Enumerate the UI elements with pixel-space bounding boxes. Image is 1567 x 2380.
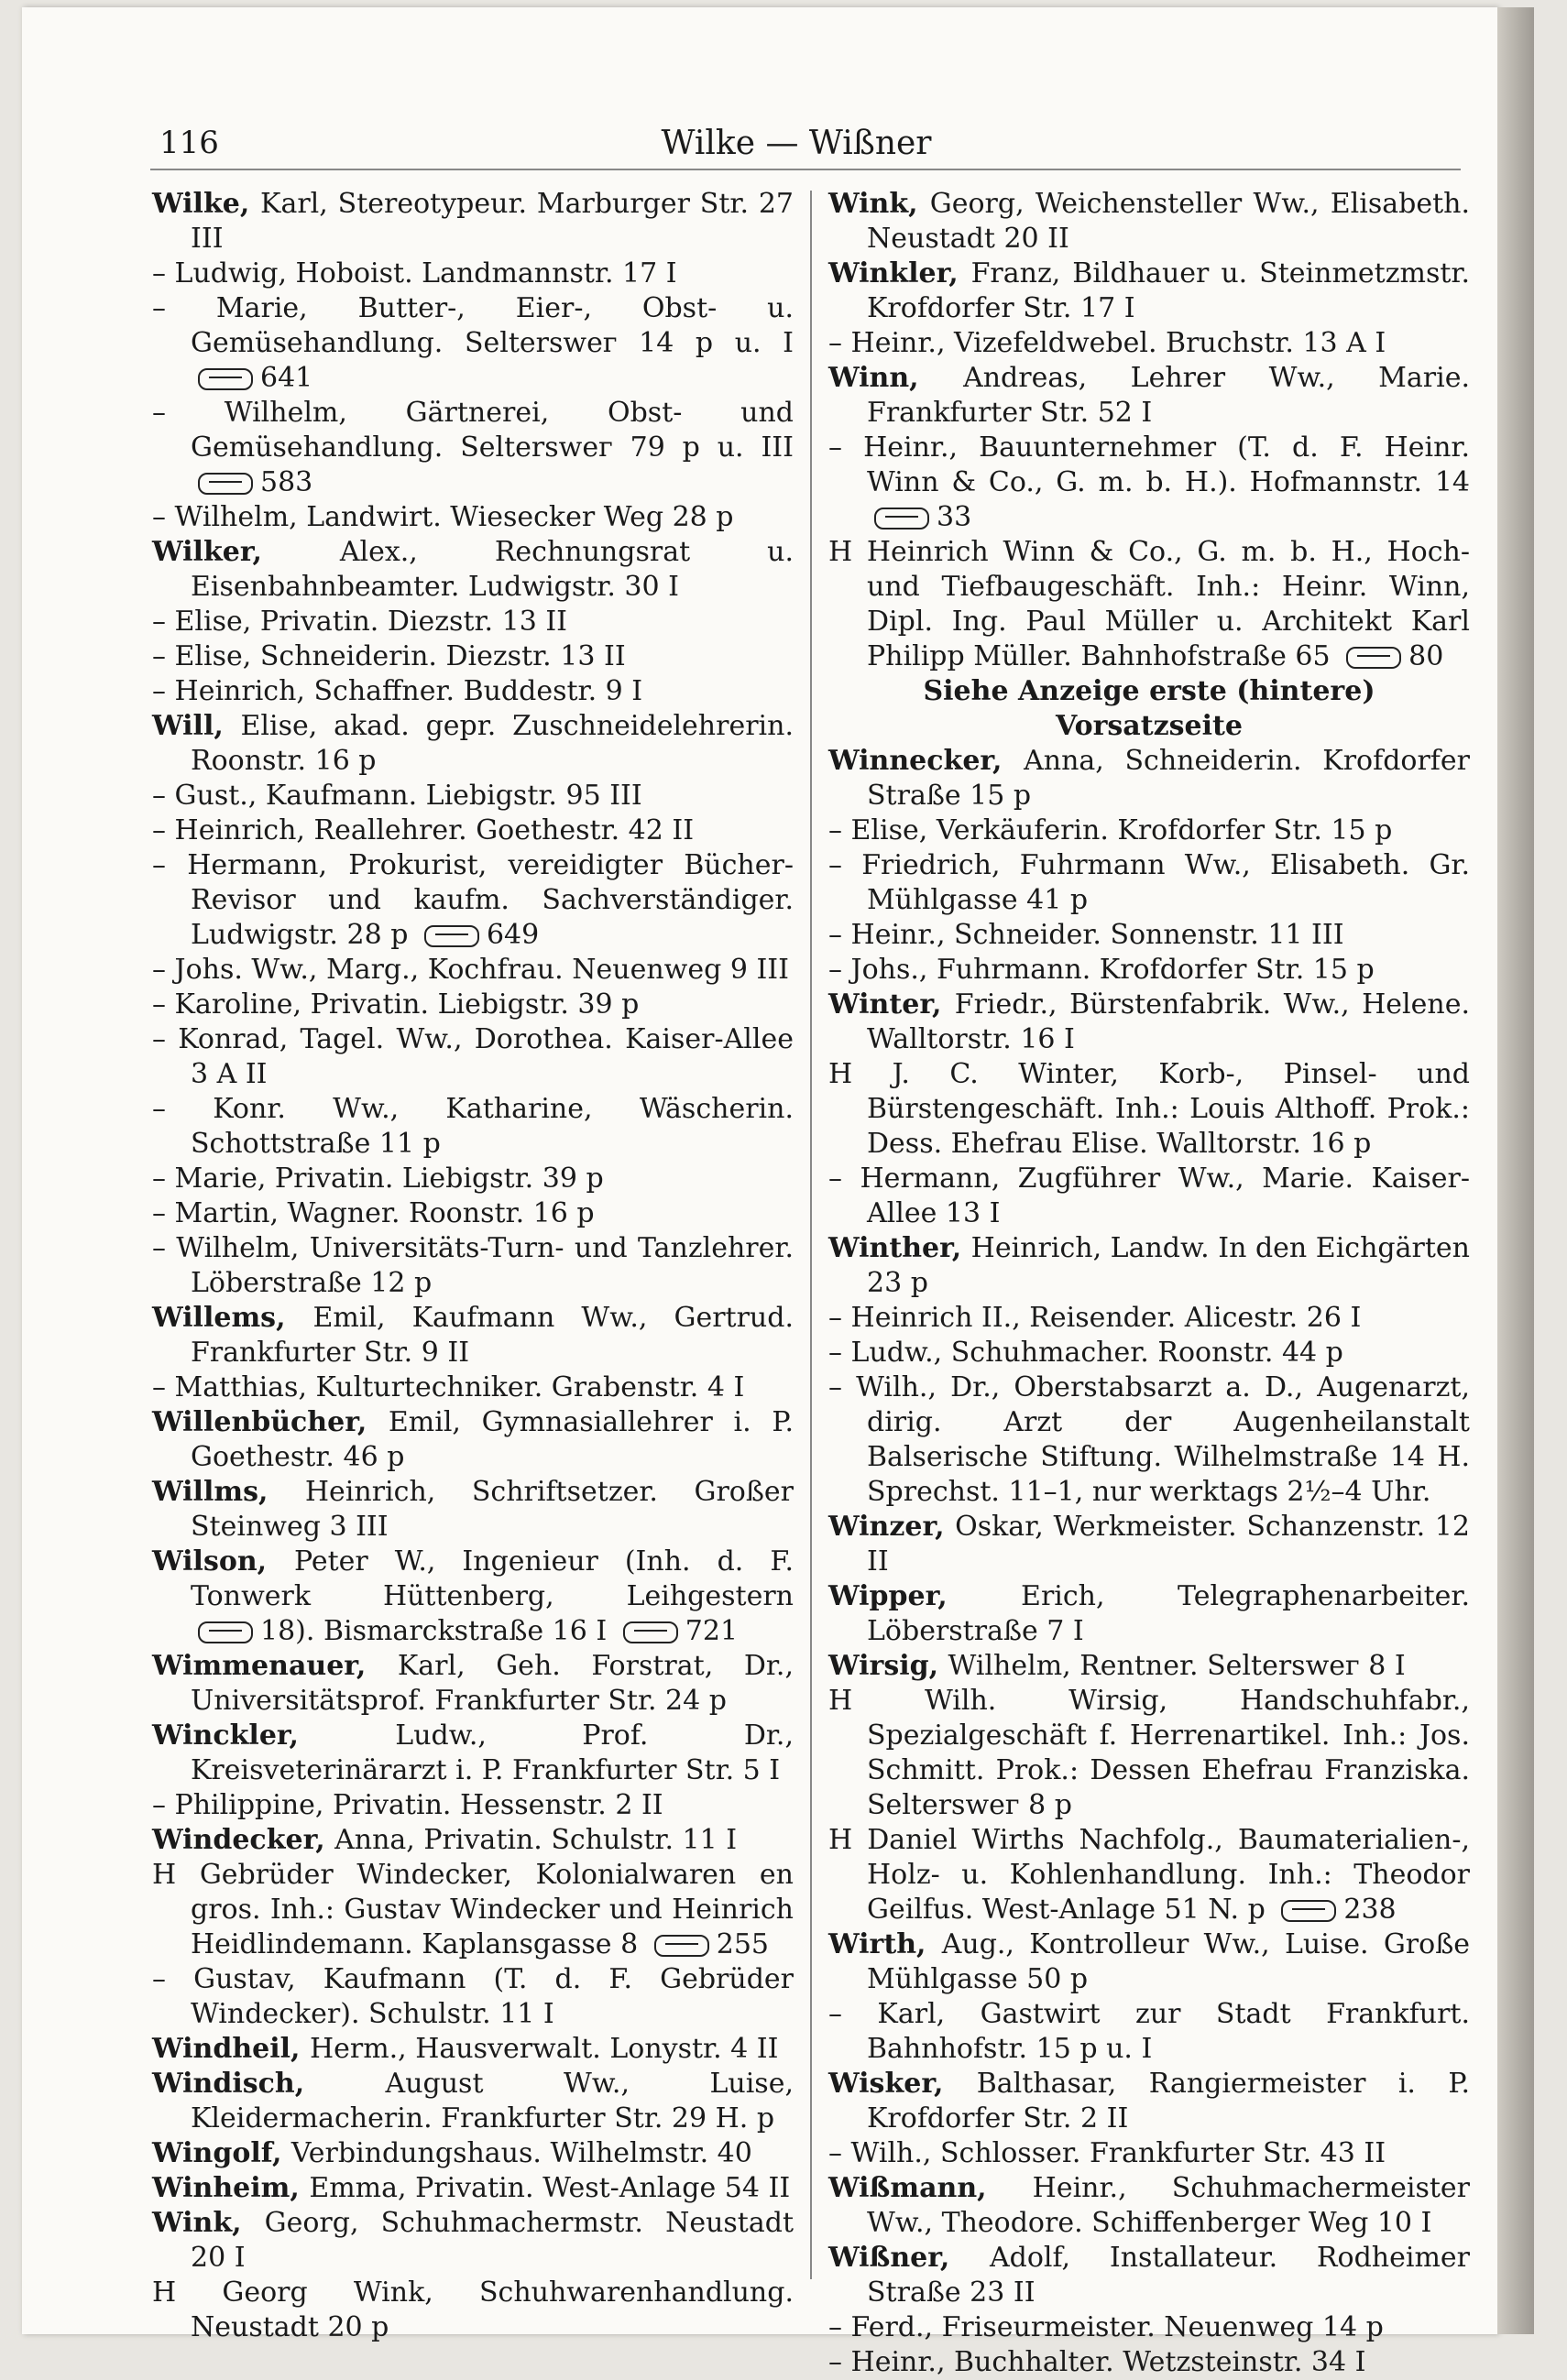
entry-surname: Wißmann,	[828, 2172, 1033, 2204]
phone-number-text: 33	[937, 501, 972, 533]
entry-text: – Heinrich II., Reisender. Alicestr. 26 I	[828, 1302, 1362, 1334]
phone-number	[647, 1928, 769, 1960]
entry-surname: Winnecker,	[828, 745, 1025, 777]
phone-number	[191, 362, 312, 394]
entry-text: H Daniel Wirths Nachfolg., Baumaterialien-, Holz- u. Kohlenhandlung. Inh.: Theodor Geilfus. West-Anlage 51 N. p	[828, 1824, 1470, 1926]
entry-text: – Heinrich, Schaffner. Buddestr. 9 I	[152, 675, 643, 707]
entry-text: H Georg Wink, Schuhwarenhandlung. Neustadt 20 p	[152, 2276, 794, 2343]
entry-surname: Wingolf,	[152, 2137, 291, 2169]
directory-entry	[828, 257, 1470, 326]
directory-entry	[152, 1022, 794, 1092]
telephone-icon	[874, 508, 929, 529]
page-header	[132, 125, 1461, 174]
directory-entry	[152, 953, 794, 988]
directory-entry	[828, 326, 1470, 361]
entry-text: – Wilhelm, Gärtnerei, Obst- und Gemüsehandlung. Selterswег 79 p u. III	[152, 397, 794, 464]
entry-surname: Wisker,	[828, 2068, 977, 2100]
column-divider	[810, 191, 812, 2279]
entry-text: – Johs., Fuhrmann. Krofdorfer Str. 15 p	[828, 954, 1375, 986]
directory-entry	[152, 1301, 794, 1370]
entry-surname: Windheil,	[152, 2033, 310, 2065]
directory-entry	[152, 2276, 794, 2345]
directory-entry	[152, 500, 794, 535]
directory-entry	[828, 535, 1470, 674]
left-column	[152, 187, 794, 2343]
directory-entry	[152, 1475, 794, 1545]
entry-text: Alex., Rechnungsrat u. Eisenbahnbeamter. Ludwigstr. 30 I	[191, 536, 794, 603]
entry-text: Andreas, Lehrer Ww., Marie. Frankfurter Str. 52 I	[867, 362, 1471, 429]
entry-surname: Wink,	[828, 188, 930, 220]
phone-number-text: 649	[486, 919, 540, 951]
entry-text: – Ferd., Friseurmeister. Neuenweg 14 p	[828, 2311, 1384, 2343]
directory-entry	[152, 1649, 794, 1719]
entry-surname: Wißner,	[828, 2242, 990, 2274]
entry-surname: Willems,	[152, 1302, 313, 1334]
directory-entry	[828, 1301, 1470, 1336]
directory-entry	[828, 2345, 1470, 2380]
phone-number	[867, 501, 971, 533]
entry-text: – Elise, Verkäuferin. Krofdorfer Str. 15 p	[828, 814, 1393, 846]
phone-number	[417, 919, 539, 951]
phone-number-text: 18). Bismarckstraße 16 I	[260, 1615, 608, 1647]
directory-entry	[828, 2310, 1470, 2345]
entry-text: – Elise, Schneiderin. Diezstr. 13 II	[152, 640, 626, 672]
entry-text: – Johs. Ww., Marg., Kochfrau. Neuenweg 9 III	[152, 954, 789, 986]
directory-entry	[828, 1231, 1470, 1301]
directory-entry	[152, 1231, 794, 1301]
entry-surname: Winckler,	[152, 1719, 396, 1752]
directory-entry	[152, 813, 794, 848]
telephone-icon	[654, 1935, 709, 1957]
directory-entry	[828, 1057, 1470, 1162]
entry-text: – Karl, Gastwirt zur Stadt Frankfurt. Bahnhofstr. 15 p u. I	[828, 1998, 1470, 2065]
entry-text: Karl, Stereotypeur. Marburger Str. 27 III	[191, 188, 794, 255]
phone-number-text: 721	[685, 1615, 739, 1647]
directory-entry	[152, 1719, 794, 1788]
entry-text: Oskar, Werkmeister. Schanzenstr. 12 II	[867, 1511, 1470, 1578]
entry-surname: Wilke,	[152, 188, 261, 220]
directory-entry	[152, 187, 794, 257]
directory-entry	[152, 674, 794, 709]
entry-text: Wilhelm, Rentner. Selterswег 8 I	[948, 1650, 1406, 1682]
entry-text: Anna, Privatin. Schulstr. 11 I	[334, 1824, 738, 1856]
directory-entry	[828, 1927, 1470, 1997]
phone-number	[616, 1615, 738, 1647]
entry-text: Heinr., Schuhmachermeister Ww., Theodore. Schiffenberger Weg 10 I	[867, 2172, 1470, 2239]
phone-number	[191, 466, 312, 498]
directory-entry	[152, 639, 794, 674]
directory-entry	[152, 709, 794, 779]
entry-text: – Heinr., Vizefeldwebel. Bruchstr. 13 A I	[828, 327, 1386, 359]
telephone-icon	[198, 368, 253, 390]
directory-entry	[828, 953, 1470, 988]
entry-text: – Ludw., Schuhmacher. Roonstr. 44 p	[828, 1337, 1343, 1369]
entry-text: Adolf, Installateur. Rodheimer Straße 23 II	[867, 2242, 1470, 2309]
entry-text: H Wilh. Wirsig, Handschuhfabr., Spezialgeschäft f. Herrenartikel. Inh.: Jos. Schmitt. Prok.: Dessen Ehefrau Franziska. Selterswег 8 p	[828, 1685, 1470, 1821]
entry-text: Anna, Schneiderin. Krofdorfer Straße 15 p	[867, 745, 1471, 812]
entry-text: – Marie, Privatin. Liebigstr. 39 p	[152, 1163, 604, 1195]
phone-number	[1339, 640, 1443, 672]
directory-entry	[828, 848, 1470, 918]
page-number: 116	[159, 125, 219, 161]
directory-entry	[828, 1579, 1470, 1649]
directory-entry	[828, 361, 1470, 431]
entry-text: – Karoline, Privatin. Liebigstr. 39 p	[152, 988, 640, 1021]
right-column	[828, 187, 1471, 2378]
page-edge	[1497, 7, 1534, 2334]
entry-text: Heinrich, Landw. In den Eichgärten 23 p	[867, 1232, 1470, 1299]
entry-surname: Winkler,	[828, 257, 971, 289]
entry-text: – Heinr., Schneider. Sonnenstr. 11 III	[828, 919, 1344, 951]
directory-entry	[152, 848, 794, 953]
entry-surname: Winther,	[828, 1232, 971, 1264]
directory-entry	[828, 187, 1470, 257]
directory-entry	[152, 1823, 794, 1858]
entry-surname: Winzer,	[828, 1511, 956, 1543]
entry-text: Herm., Hausverwalt. Lonystr. 4 II	[309, 2033, 779, 2065]
directory-entry	[152, 779, 794, 813]
directory-entry	[152, 1162, 794, 1196]
directory-entry	[828, 988, 1470, 1057]
entry-text: – Gustav, Kaufmann (T. d. F. Gebrüder Windecker). Schulstr. 11 I	[152, 1963, 794, 2030]
directory-entry	[152, 1545, 794, 1649]
directory-entry	[152, 2171, 794, 2206]
directory-entry	[152, 2032, 794, 2067]
entry-text: Emma, Privatin. West-Anlage 54 II	[309, 2172, 791, 2204]
entry-text: Franz, Bildhauer u. Steinmetzmstr. Krofdorfer Str. 17 I	[867, 257, 1470, 324]
entry-text: Siehe Anzeige erste (hintere) Vorsatzseite	[923, 675, 1375, 742]
entry-surname: Wink,	[152, 2207, 265, 2239]
entry-text: – Wilh., Dr., Oberstabsarzt a. D., Augenarzt, dirig. Arzt der Augenheilanstalt Balserische Stiftung. Wilhelmstraße 14 H. Sprechst. 11–1, nur werktags 2½–4 Uhr.	[828, 1371, 1470, 1508]
entry-text: Friedr., Bürstenfabrik. Ww., Helene. Walltorstr. 16 I	[867, 988, 1470, 1055]
directory-entry	[152, 1962, 794, 2032]
directory-entry	[152, 1370, 794, 1405]
entry-text: – Heinrich, Reallehrer. Goethestr. 42 II	[152, 814, 695, 846]
telephone-icon	[623, 1621, 678, 1643]
entry-surname: Winter,	[828, 988, 955, 1021]
entry-text: – Elise, Privatin. Diezstr. 13 II	[152, 606, 568, 638]
entry-text: – Konr. Ww., Katharine, Wäscherin. Schottstraße 11 p	[152, 1093, 794, 1160]
directory-entry	[828, 2241, 1470, 2310]
directory-entry	[152, 988, 794, 1022]
phone-number	[1274, 1894, 1396, 1926]
phone-number-text: 80	[1408, 640, 1444, 672]
telephone-icon	[198, 473, 253, 495]
directory-entry	[828, 2136, 1470, 2171]
directory-entry	[828, 813, 1470, 848]
telephone-icon	[424, 925, 479, 947]
entry-text: Elise, akad. gepr. Zuschneidelehrerin. Roonstr. 16 p	[191, 710, 794, 777]
entry-surname: Willms,	[152, 1476, 305, 1508]
entry-text: H J. C. Winter, Korb-, Pinsel- und Bürstengeschäft. Inh.: Louis Althoff. Prok.: Dess. Ehefrau Elise. Walltorstr. 16 p	[828, 1058, 1470, 1160]
entry-text: – Matthias, Kulturtechniker. Grabenstr. 4 I	[152, 1371, 745, 1403]
directory-entry	[828, 1997, 1470, 2067]
entry-text: – Martin, Wagner. Roonstr. 16 p	[152, 1197, 595, 1229]
telephone-icon	[1346, 647, 1401, 669]
directory-entry	[152, 1196, 794, 1231]
phone-number-text: 583	[260, 466, 313, 498]
entry-text: – Konrad, Tagel. Ww., Dorothea. Kaiser-Allee 3 A II	[152, 1023, 794, 1090]
entry-text: Heinrich, Schriftsetzer. Großer Steinweg 3 III	[191, 1476, 794, 1543]
entry-surname: Wilker,	[152, 536, 340, 568]
phone-number-text: 238	[1343, 1894, 1397, 1926]
phone-number-text: 641	[260, 362, 313, 394]
entry-text: – Ludwig, Hoboist. Landmannstr. 17 I	[152, 257, 677, 289]
directory-entry	[152, 605, 794, 639]
directory-entry	[152, 2136, 794, 2171]
entry-text: Balthasar, Rangiermeister i. P. Krofdorfer Str. 2 II	[867, 2068, 1470, 2134]
directory-entry	[828, 2171, 1470, 2241]
directory-entry	[828, 1510, 1470, 1579]
directory-entry	[152, 535, 794, 605]
entry-text: Emil, Kaufmann Ww., Gertrud. Frankfurter Str. 9 II	[191, 1302, 794, 1369]
directory-entry	[828, 1684, 1470, 1823]
directory-entry	[828, 1162, 1470, 1231]
directory-entry	[152, 1092, 794, 1162]
directory-entry	[152, 2067, 794, 2136]
directory-entry	[152, 1858, 794, 1962]
directory-entry	[152, 257, 794, 291]
directory-entry	[828, 431, 1470, 535]
entry-text: Emil, Gymnasiallehrer i. P. Goethestr. 46 p	[191, 1406, 794, 1473]
directory-entry	[828, 918, 1470, 953]
directory-page	[22, 7, 1497, 2378]
entry-surname: Wirth,	[828, 1928, 942, 1960]
entry-text: – Heinr., Buchhalter. Wetzsteinstr. 34 I	[828, 2346, 1366, 2378]
directory-entry	[828, 1370, 1470, 1510]
entry-text: – Hermann, Zugführer Ww., Marie. Kaiser-Allee 13 I	[828, 1163, 1470, 1229]
directory-entry	[828, 2067, 1470, 2136]
telephone-icon	[198, 1621, 253, 1643]
directory-entry	[828, 744, 1470, 813]
entry-text: H Gebrüder Windecker, Kolonialwaren en gros. Inh.: Gustav Windecker und Heinrich Heidlindemann. Kaplansgasse 8	[152, 1859, 794, 1960]
page-title: Wilke — Wißner	[661, 125, 932, 162]
entry-text: – Wilhelm, Landwirt. Wieseckеr Weg 28 p	[152, 501, 734, 533]
directory-entry	[152, 1788, 794, 1823]
header-rule	[150, 169, 1461, 170]
directory-entry	[152, 2206, 794, 2276]
entry-text: Verbindungshaus. Wilhelmstr. 40	[290, 2137, 752, 2169]
entry-surname: Winheim,	[152, 2172, 310, 2204]
phone-number-text: 255	[716, 1928, 770, 1960]
entry-text: August Ww., Luise, Kleidermacherin. Frankfurter Str. 29 H. p	[191, 2068, 794, 2134]
directory-entry	[152, 1405, 794, 1475]
directory-entry	[152, 291, 794, 396]
directory-entry	[152, 396, 794, 500]
directory-entry	[828, 1823, 1470, 1927]
entry-text: – Friedrich, Fuhrmann Ww., Elisabeth. Gr. Mühlgasse 41 p	[828, 849, 1470, 916]
entry-text: – Philippine, Privatin. Hessenstr. 2 II	[152, 1789, 663, 1821]
entry-surname: Winn,	[828, 362, 964, 394]
entry-text: – Gust., Kaufmann. Liebigstr. 95 III	[152, 780, 642, 812]
entry-text: Georg, Weichensteller Ww., Elisabeth. Neustadt 20 II	[867, 188, 1470, 255]
entry-text: H Heinrich Winn & Co., G. m. b. H., Hoch- und Tiefbaugeschäft. Inh.: Heinr. Winn, Dipl. Ing. Paul Müller u. Architekt Karl Philipp Müller. Bahnhofstraße 65	[828, 536, 1470, 672]
entry-text: Aug., Kontrolleur Ww., Luise. Große Mühlgasse 50 p	[867, 1928, 1470, 1995]
entry-text: Ludw., Prof. Dr., Kreisveterinärarzt i. P. Frankfurter Str. 5 I	[191, 1719, 794, 1786]
phone-number	[191, 1615, 607, 1647]
entry-text: Peter W., Ingenieur (Inh. d. F. Tonwerk Hüttenberg, Leihgestern	[191, 1545, 794, 1612]
entry-surname: Wimmenauer,	[152, 1650, 398, 1682]
entry-surname: Windisch,	[152, 2068, 386, 2100]
entry-text: – Wilh., Schlosser. Frankfurter Str. 43 II	[828, 2137, 1386, 2169]
entry-surname: Wipper,	[828, 1580, 1022, 1612]
entry-text: – Hermann, Prokurist, vereidigter Bücher-Revisor und kaufm. Sachverständiger. Ludwigstr. 28 p	[152, 849, 794, 951]
entry-text: Erich, Telegraphenarbeiter. Löberstraße 7 I	[867, 1580, 1470, 1647]
entry-text: Karl, Geh. Forstrat, Dr., Universitätsprof. Frankfurter Str. 24 p	[191, 1650, 794, 1717]
entry-surname: Willenbücher,	[152, 1406, 389, 1438]
entry-text: – Wilhelm, Universitäts-Turn- und Tanzlehrer. Löberstraße 12 p	[152, 1232, 794, 1299]
entry-surname: Windecker,	[152, 1824, 335, 1856]
telephone-icon	[1281, 1900, 1336, 1922]
entry-surname: Wirsig,	[828, 1650, 948, 1682]
entry-text: – Heinr., Bauunternehmer (T. d. F. Heinr. Winn & Co., G. m. b. H.). Hofmannstr. 14	[828, 431, 1470, 498]
directory-entry	[828, 1336, 1470, 1370]
entry-text: – Marie, Butter-, Eier-, Obst- u. Gemüsehandlung. Selterswег 14 p u. I	[152, 292, 794, 359]
entry-surname: Will,	[152, 710, 241, 742]
entry-text: Georg, Schuhmachermstr. Neustadt 20 I	[191, 2207, 794, 2274]
directory-entry	[828, 1649, 1470, 1684]
entry-surname: Wilson,	[152, 1545, 295, 1578]
directory-entry	[828, 674, 1470, 744]
